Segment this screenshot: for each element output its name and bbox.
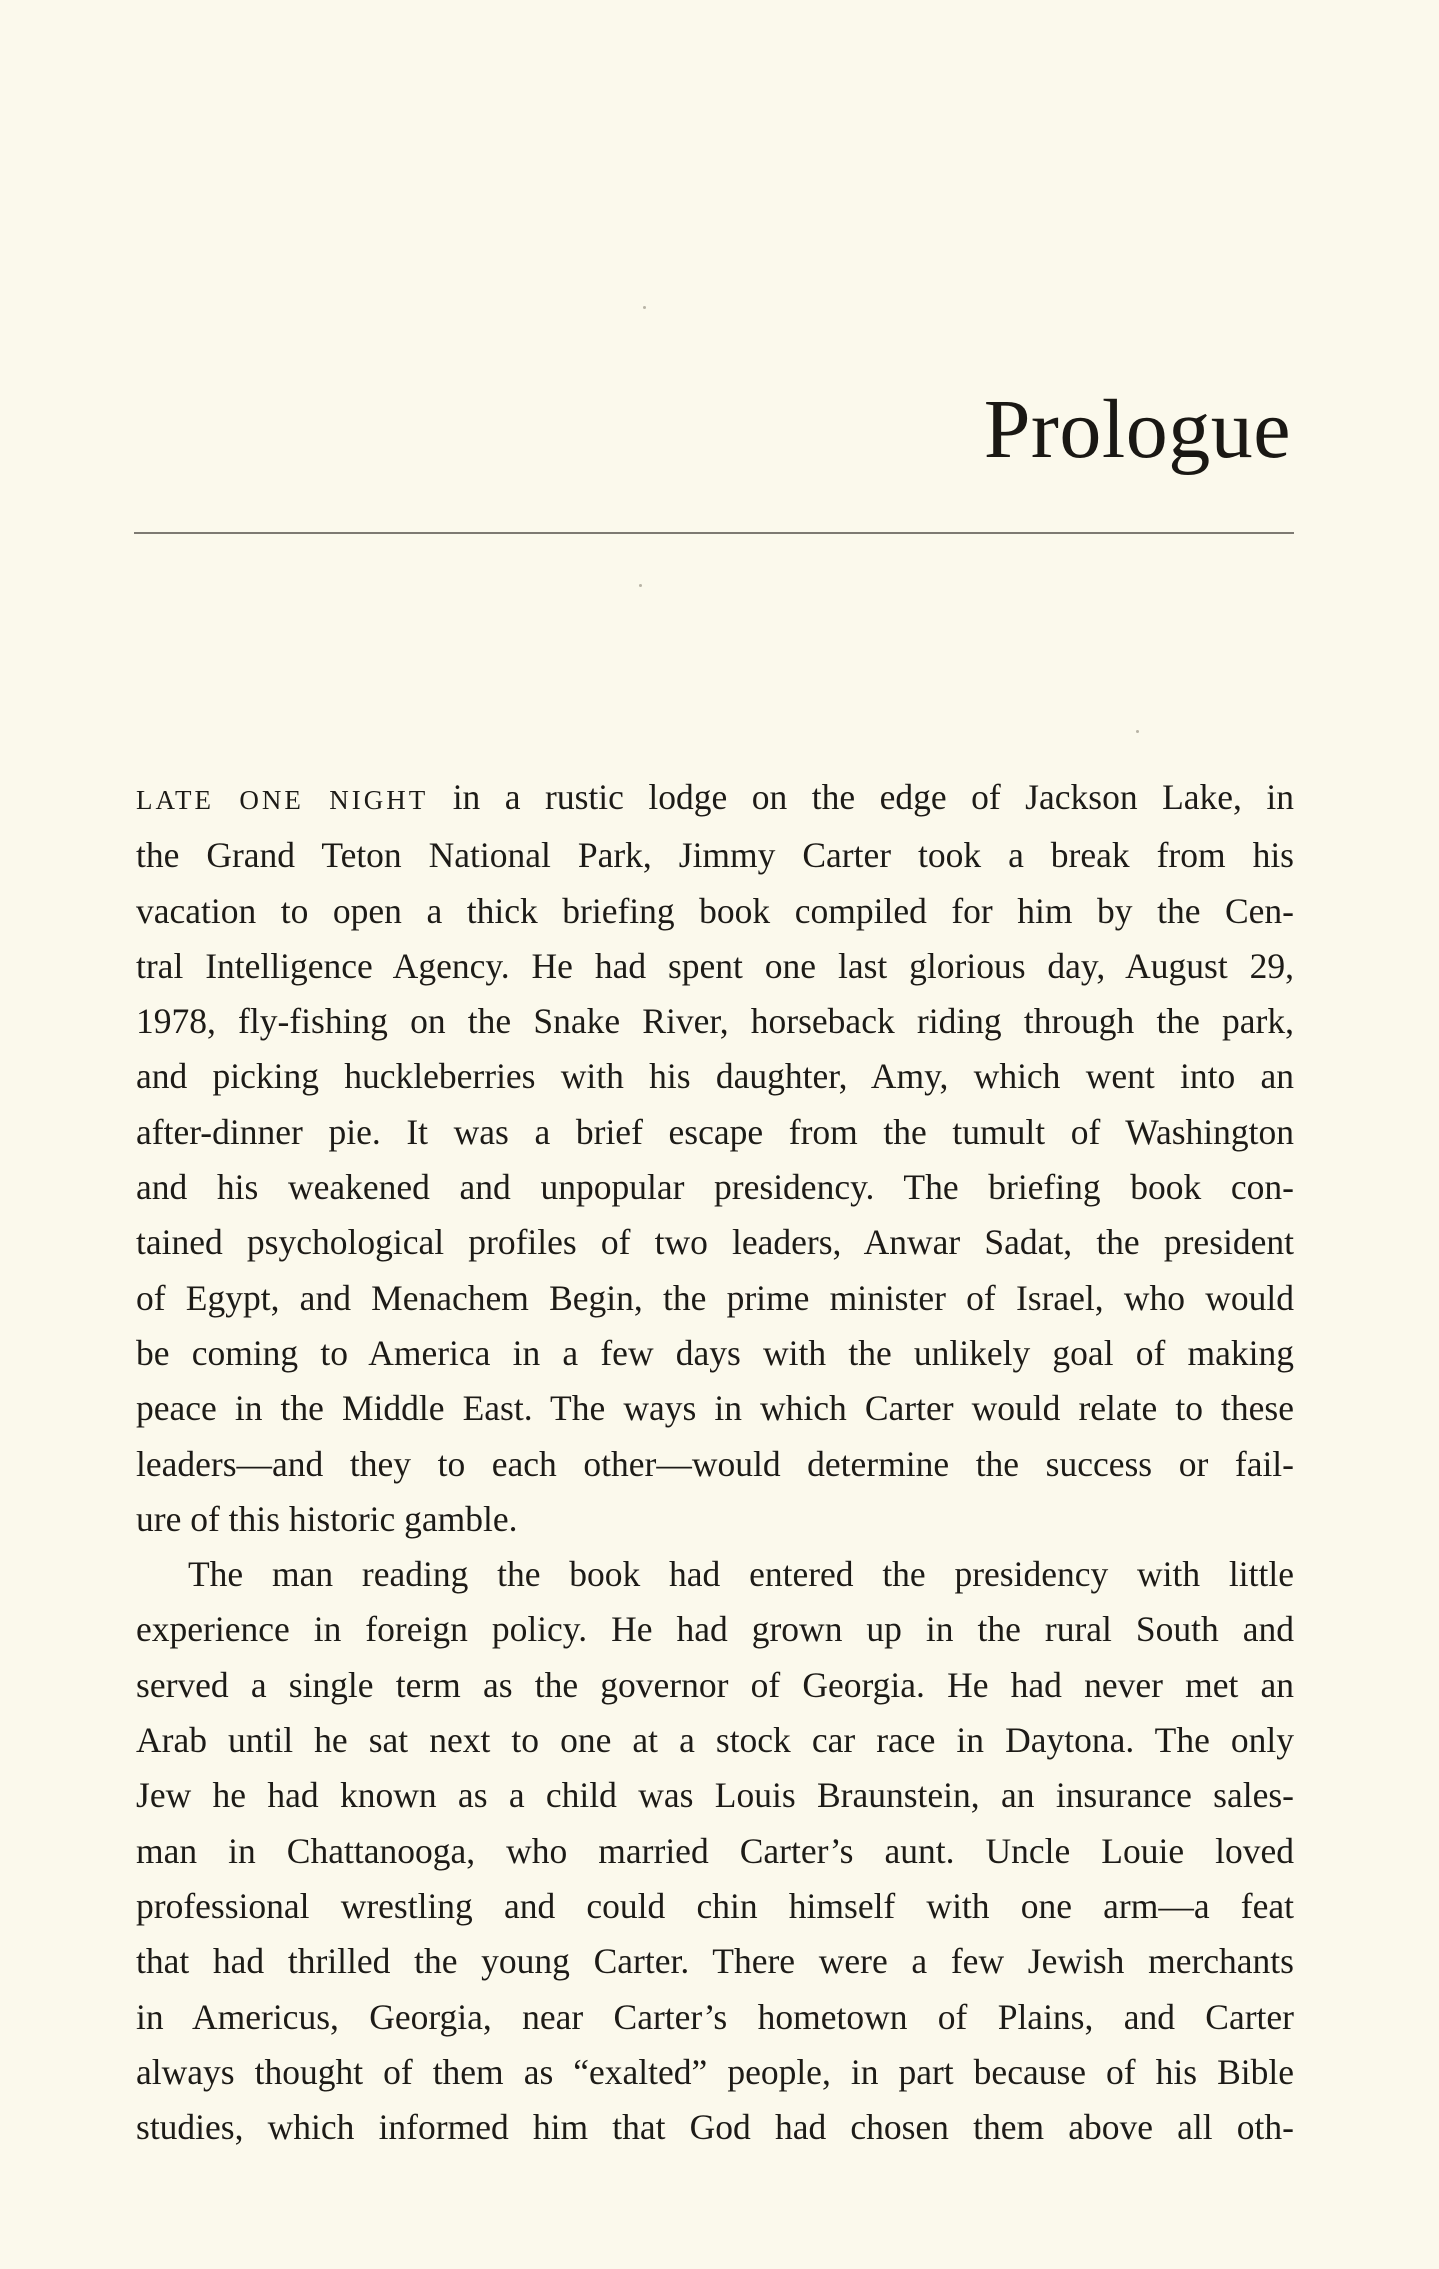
text-line: tained psychological profiles of two leaders, Anwar Sadat, the president	[136, 1222, 1294, 1263]
text-line: served a single term as the governor of Georgia. He had never met an	[136, 1664, 1294, 1705]
text-line: experience in foreign policy. He had grown up in the rural South and	[136, 1609, 1294, 1650]
text-line	[136, 770, 1294, 828]
text-line: ure of this historic gamble.	[136, 1498, 518, 1539]
text-line: the Grand Teton National Park, Jimmy Carter took a break from his	[136, 835, 1294, 876]
text-line: and picking huckleberries with his daughter, Amy, which went into an	[136, 1056, 1294, 1097]
text-line: 1978, fly-fishing on the Snake River, horseback riding through the park,	[136, 1001, 1294, 1042]
text-line: always thought of them as “exalted” people, in part because of his Bible	[136, 2051, 1294, 2092]
text-line: and his weakened and unpopular presidency. The briefing book con-	[136, 1167, 1294, 1208]
text-line: after-dinner pie. It was a brief escape from the tumult of Washington	[136, 1111, 1294, 1152]
lead-in-smallcaps: LATE ONE NIGHT	[136, 785, 429, 815]
text-line: that had thrilled the young Carter. There were a few Jewish merchants	[136, 1941, 1294, 1982]
text-line: of Egypt, and Menachem Begin, the prime minister of Israel, who would	[136, 1277, 1294, 1318]
body-text	[136, 770, 1294, 2155]
text-line: Jew he had known as a child was Louis Braunstein, an insurance sales-	[136, 1775, 1294, 1816]
scan-speck	[639, 584, 642, 587]
text-line: in Americus, Georgia, near Carter’s hometown of Plains, and Carter	[136, 1996, 1294, 2037]
text-line: be coming to America in a few days with the unlikely goal of making	[136, 1332, 1294, 1373]
text-line: leaders—and they to each other—would determine the success or fail-	[136, 1443, 1294, 1484]
text-line: professional wrestling and could chin himself with one arm—a feat	[136, 1885, 1294, 1926]
chapter-title: Prologue	[983, 383, 1291, 476]
text-line: tral Intelligence Agency. He had spent one last glorious day, August 29,	[136, 945, 1294, 986]
text-line: vacation to open a thick briefing book compiled for him by the Cen-	[136, 890, 1294, 931]
scan-speck	[643, 306, 646, 309]
text-line: studies, which informed him that God had chosen them above all oth-	[136, 2107, 1294, 2148]
text-line: man in Chattanooga, who married Carter’s aunt. Uncle Louie loved	[136, 1830, 1294, 1871]
title-rule	[134, 532, 1294, 534]
paragraph-2	[136, 1547, 1294, 2155]
text-line: Arab until he sat next to one at a stock car race in Daytona. The only	[136, 1720, 1294, 1761]
lead-in-continuation: in a rustic lodge on the edge of Jackson Lake, in	[452, 777, 1294, 817]
text-line: peace in the Middle East. The ways in which Carter would relate to these	[136, 1388, 1294, 1429]
paragraph-1	[136, 770, 1294, 1547]
scan-speck	[1136, 730, 1139, 733]
text-line: The man reading the book had entered the presidency with little	[188, 1554, 1294, 1595]
